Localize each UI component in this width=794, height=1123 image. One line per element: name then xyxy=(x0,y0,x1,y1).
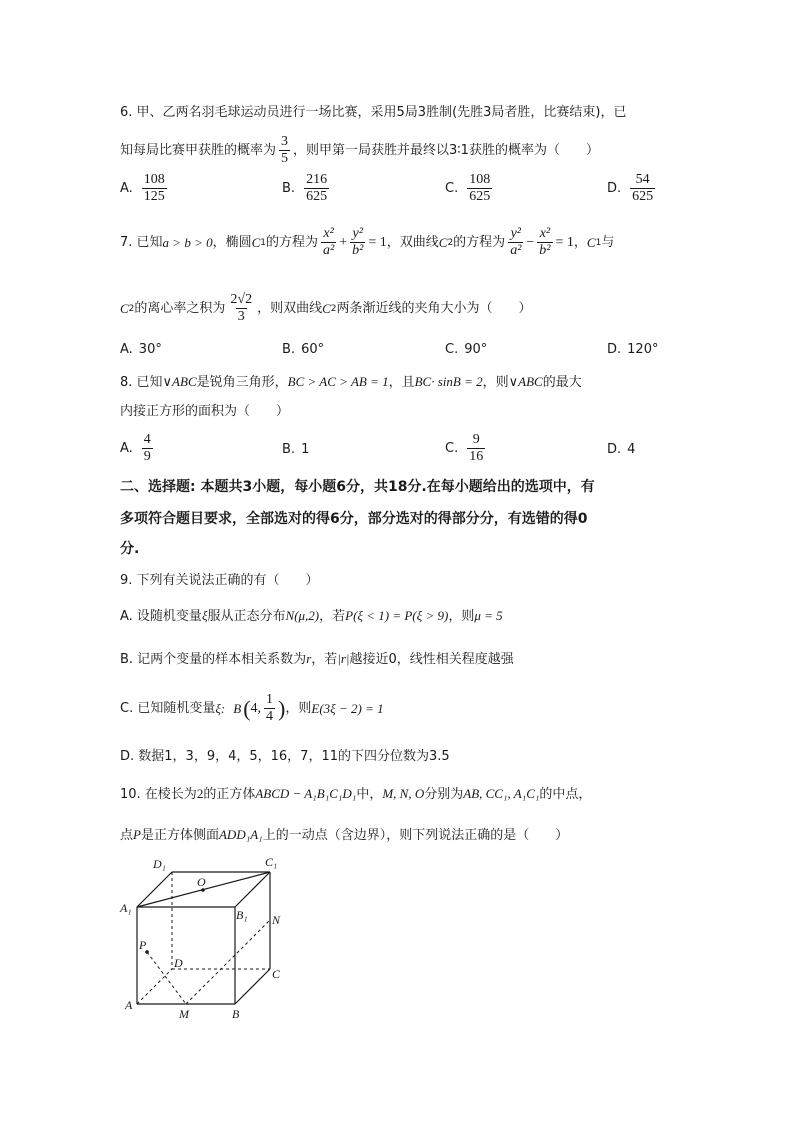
q7-hyperbola-y-term: $\frac{\text{y²}}{\text{a²}}$ xyxy=(510,226,522,258)
q7-eccentricity-fraction: $\frac{2√2}{3}$ xyxy=(230,292,253,324)
q10-line1: 10. 在棱长为2的正方体ABCD − A₁B₁C₁D₁中，M, N, O分别为AB, CC₁, A₁C₁的中点， xyxy=(120,786,592,802)
q8-option-c[interactable]: C. $\frac{9}{16}$ xyxy=(445,432,484,464)
edge-a1-d1 xyxy=(137,872,172,907)
label-b: B xyxy=(232,1007,240,1021)
q6-line1: 6. 甲、乙两名羽毛球运动员进行一场比赛，采用5局3胜制(先胜3局者胜，比赛结束)，已 xyxy=(120,105,627,120)
q9-option-c[interactable]: C. 已知随机变量 ξ: B ( 4, $\frac{1}{4}$ ) ，则 E(3ξ − 2) = 1 xyxy=(120,692,384,724)
q7-line1: 7. 已知 a > b > 0 ，椭圆 C 1 的方程为 $\frac{\text{x²}}{\text{a²}}$ + $\frac{\text{y²}}{\text{b²}}$ = 1 ，双曲线 C 2 的方程为 $\frac{\text{y²}}{\text{a²}}$ − $\frac{\text{x²}}{\text{b²}}$ = 1 ， C 1 与 xyxy=(120,226,615,258)
q9-option-d[interactable]: D. 数据1，3，9，4，5，16，7，11的下四分位数为3.5 xyxy=(120,749,450,764)
q7-option-c[interactable]: C. 90° xyxy=(445,342,488,357)
q8-option-d[interactable]: D. 4 xyxy=(607,442,636,457)
label-a: A xyxy=(125,998,133,1012)
q6-option-b[interactable]: B. $\frac{216}{625}$ xyxy=(282,172,328,204)
q7-option-b[interactable]: B. 60° xyxy=(282,342,325,357)
q6-option-a[interactable]: A. $\frac{108}{125}$ xyxy=(120,172,165,204)
label-p: P xyxy=(139,938,147,952)
q6-option-c[interactable]: C. $\frac{108}{625}$ xyxy=(445,172,491,204)
label-d1: D₁ xyxy=(153,857,166,871)
q6-line2: 知每局比赛甲获胜的概率为 $\frac{3}{5}$ ，则甲第一局获胜并最终以3∶1获胜的概率为（ ） xyxy=(120,134,599,166)
edge-b1-c1 xyxy=(235,872,270,907)
hidden-segment-m-n xyxy=(186,920,270,1004)
q7-hyperbola-x-term: $\frac{\text{x²}}{\text{b²}}$ xyxy=(539,226,551,258)
q6-probability-fraction: $\frac{3}{5}$ xyxy=(281,134,289,166)
q8-line2: 内接正方形的面积为（ ） xyxy=(120,404,290,419)
q9-option-b[interactable]: B. 记两个变量的样本相关系数为r，若|r|越接近0，线性相关程度越强 xyxy=(120,651,514,667)
label-c1: C₁ xyxy=(265,855,278,869)
q7-ellipse-x-term: $\frac{\text{x²}}{\text{a²}}$ xyxy=(323,226,335,258)
section2-line3: 分. xyxy=(120,541,140,557)
q9-stem: 9. 下列有关说法正确的有（ ） xyxy=(120,573,319,588)
label-d: D xyxy=(174,956,183,970)
cube-figure xyxy=(115,852,295,1022)
label-c: C xyxy=(272,967,281,981)
q7-ellipse-y-term: $\frac{\text{y²}}{\text{b²}}$ xyxy=(352,226,364,258)
edge-b-c xyxy=(235,969,270,1004)
q9-c-fraction: $\frac{1}{4}$ xyxy=(266,692,274,724)
q8-line1: 8. 已知∨ABC是锐角三角形，BC > AC > AB = 1，且BC· sinB = 2，则∨ABC的最大 xyxy=(120,374,582,390)
section2-line2: 多项符合题目要求，全部选对的得6分，部分选对的得部分分，有选错的得0 xyxy=(120,511,588,527)
section2-line1: 二、选择题: 本题共3小题，每小题6分，共18分.在每小题给出的选项中，有 xyxy=(120,479,595,495)
q7-line2: C 2 的离心率之积为 $\frac{2√2}{3}$ ，则双曲线 C 2 两条渐近线的夹角大小为（ ） xyxy=(120,292,532,324)
q9-option-a[interactable]: A. 设随机变量ξ服从正态分布N(μ,2)，若P(ξ < 1) = P(ξ > 9)，则μ = 5 xyxy=(120,608,503,624)
hidden-edge-a-d xyxy=(137,969,172,1004)
q8-option-a[interactable]: A. $\frac{4}{9}$ xyxy=(120,432,151,464)
q10-line2: 点P是正方体侧面ADD₁A₁上的一动点（含边界），则下列说法正确的是（ ） xyxy=(120,827,569,843)
q7-option-a[interactable]: A. 30° xyxy=(120,342,162,357)
q7-option-d[interactable]: D. 120° xyxy=(607,342,659,357)
label-o: O xyxy=(197,875,206,889)
q6-option-d[interactable]: D. $\frac{54}{625}$ xyxy=(607,172,654,204)
label-a1: A₁ xyxy=(120,901,132,915)
label-b1: B₁ xyxy=(236,908,248,922)
label-n: N xyxy=(272,913,281,927)
label-m: M xyxy=(179,1007,189,1021)
q8-option-b[interactable]: B. 1 xyxy=(282,442,310,457)
